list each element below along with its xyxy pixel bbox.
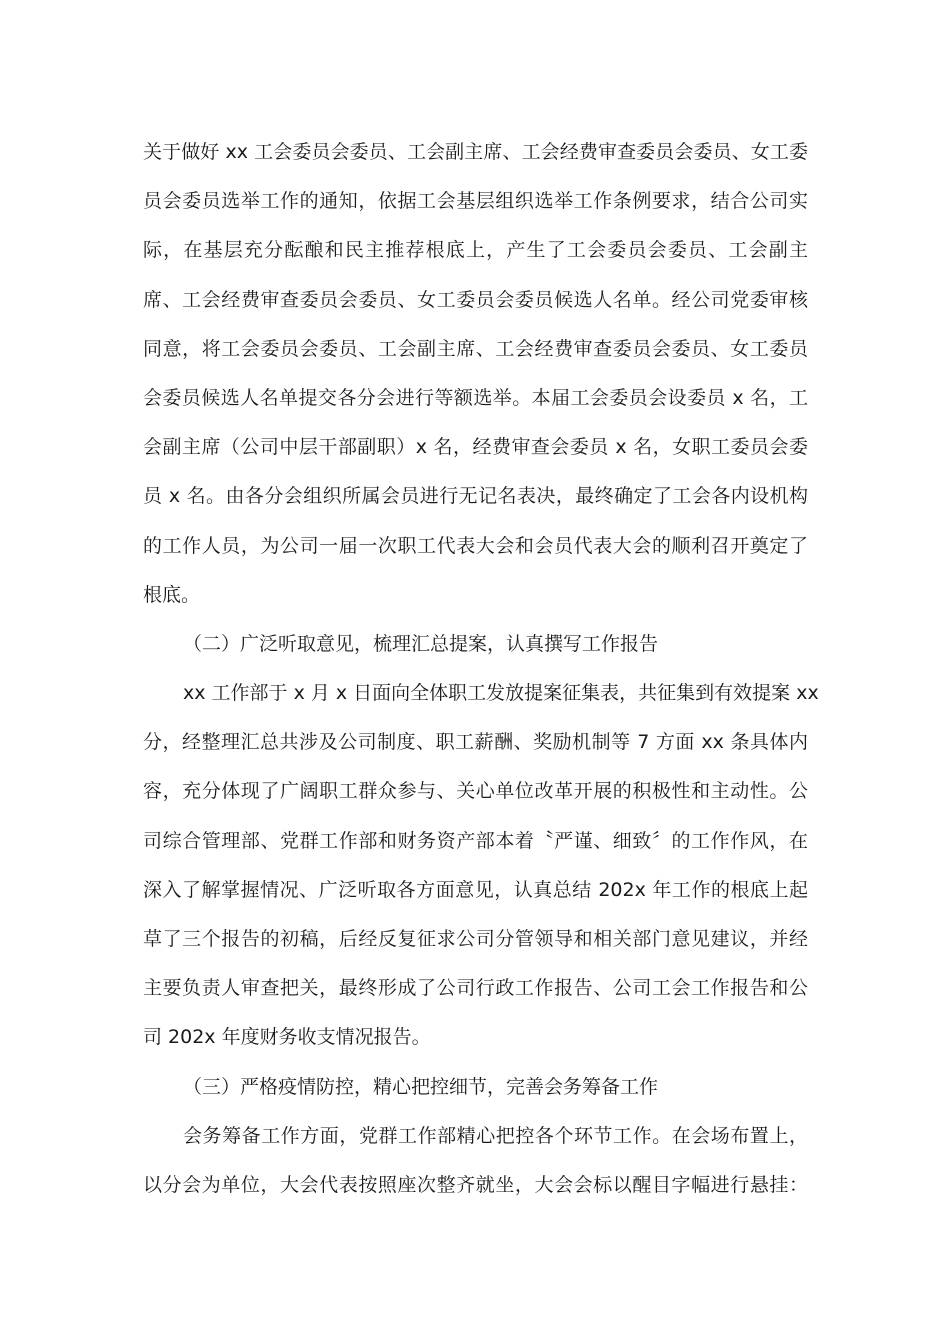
paragraph-line: 会务筹备工作方面，党群工作部精心把控各个环节工作。在会场布置上， <box>183 1124 808 1147</box>
document-body <box>143 128 819 1210</box>
paragraph-line: 以分会为单位，大会代表按照座次整齐就坐，大会会标以醒目字幅进行悬挂： <box>143 1173 808 1196</box>
paragraph-line: 深入了解掌握情况、广泛听取各方面意见，认真总结 202x 年工作的根底上起 <box>143 878 808 901</box>
paragraph-line: 际，在基层充分酝酿和民主推荐根底上，产生了工会委员会委员、工会副主 <box>143 239 808 262</box>
paragraph-line: 同意，将工会委员会委员、工会副主席、工会经费审查委员会委员、女工委员 <box>143 337 808 360</box>
paragraph-line: 司 202x 年度财务收支情况报告。 <box>143 1026 431 1049</box>
paragraph-line: 的工作人员，为公司一届一次职工代表大会和会员代表大会的顺利召开奠定了 <box>143 534 808 557</box>
paragraph-line: 司综合管理部、党群工作部和财务资产部本着〝严谨、细致〞的工作作风，在 <box>143 829 808 852</box>
paragraph-line: 员 x 名。由各分会组织所属会员进行无记名表决，最终确定了工会各内设机构 <box>143 485 808 508</box>
section-heading: （二）广泛听取意见，梳理汇总提案，认真撰写工作报告 <box>183 632 659 655</box>
paragraph-line: 会委员候选人名单提交各分会进行等额选举。本届工会委员会设委员 x 名，工 <box>143 386 808 409</box>
paragraph-line: 草了三个报告的初稿，后经反复征求公司分管领导和相关部门意见建议，并经 <box>143 928 808 950</box>
paragraph-line: 容，充分体现了广阔职工群众参与、关心单位改革开展的积极性和主动性。公 <box>143 780 808 803</box>
paragraph-line: 席、工会经费审查委员会委员、女工委员会委员候选人名单。经公司党委审核 <box>143 288 808 311</box>
paragraph-line: 分，经整理汇总共涉及公司制度、职工薪酬、奖励机制等 7 方面 xx 条具体内 <box>143 731 808 754</box>
paragraph-line: 关于做好 xx 工会委员会委员、工会副主席、工会经费审查委员会委员、女工委 <box>143 141 808 163</box>
paragraph-line: 主要负责人审查把关，最终形成了公司行政工作报告、公司工会工作报告和公 <box>143 977 808 1000</box>
paragraph-line: 会副主席（公司中层干部副职）x 名，经费审查会委员 x 名，女职工委员会委 <box>143 436 808 459</box>
paragraph-line: 根底。 <box>143 583 201 606</box>
paragraph-line: xx 工作部于 x 月 x 日面向全体职工发放提案征集表，共征集到有效提案 xx <box>183 682 819 705</box>
section-heading: （三）严格疫情防控，精心把控细节，完善会务筹备工作 <box>183 1075 659 1098</box>
paragraph-line: 员会委员选举工作的通知，依据工会基层组织选举工作条例要求，结合公司实 <box>143 190 808 213</box>
